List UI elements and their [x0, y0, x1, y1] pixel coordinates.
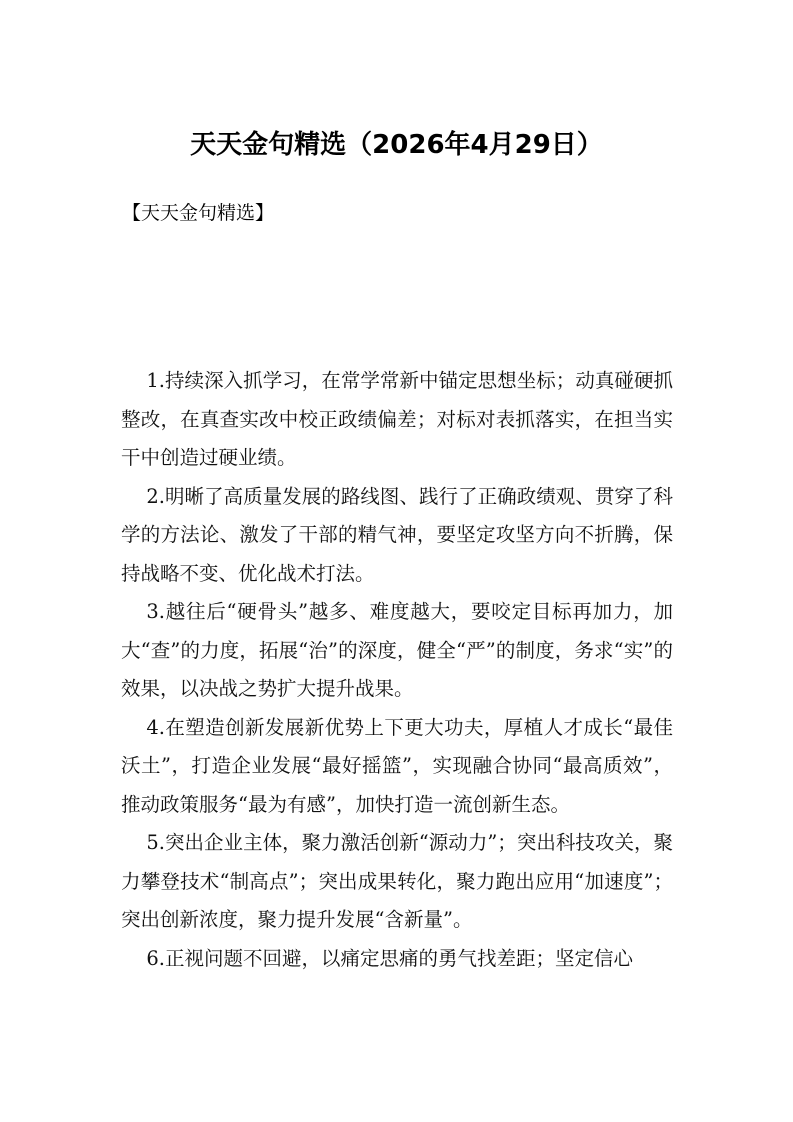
- paragraph-4: 4.在塑造创新发展新优势上下更大功夫，厚植人才成长“最佳沃土”，打造企业发展“最好摇篮”，实现融合协同“最高质效”，推动政策服务“最为有感”，加快打造一流创新生态。: [121, 715, 673, 816]
- paragraph-5: 5.突出企业主体，聚力激活创新“源动力”；突出科技攻关，聚力攀登技术“制高点”；突出成果转化，聚力跑出应用“加速度”；突出创新浓度，聚力提升发展“含新量”。: [121, 831, 673, 931]
- paragraph-6: 6.正视问题不回避，以痛定思痛的勇气找差距；坚定信心: [146, 946, 633, 970]
- paragraph-2: 2.明晰了高质量发展的路线图、践行了正确政绩观、贯穿了科学的方法论、激发了干部的精气神，要坚定攻坚方向不折腾，保持战略不变、优化战术打法。: [121, 484, 673, 585]
- paragraph-1: 1.持续深入抓学习，在常学常新中锚定思想坐标；动真碰硬抓整改，在真查实改中校正政绩偏差；对标对表抓落实，在担当实干中创造过硬业绩。: [121, 369, 673, 469]
- document-body: [121, 362, 673, 978]
- document-title: 天天金句精选（2026年4月29日）: [190, 130, 603, 160]
- paragraph-3: 3.越往后“硬骨头”越多、难度越大，要咬定目标再加力，加大“查”的力度，拓展“治”的深度，健全“严”的制度，务求“实”的效果，以决战之势扩大提升战果。: [121, 600, 673, 700]
- section-heading: 【天天金句精选】: [122, 202, 275, 224]
